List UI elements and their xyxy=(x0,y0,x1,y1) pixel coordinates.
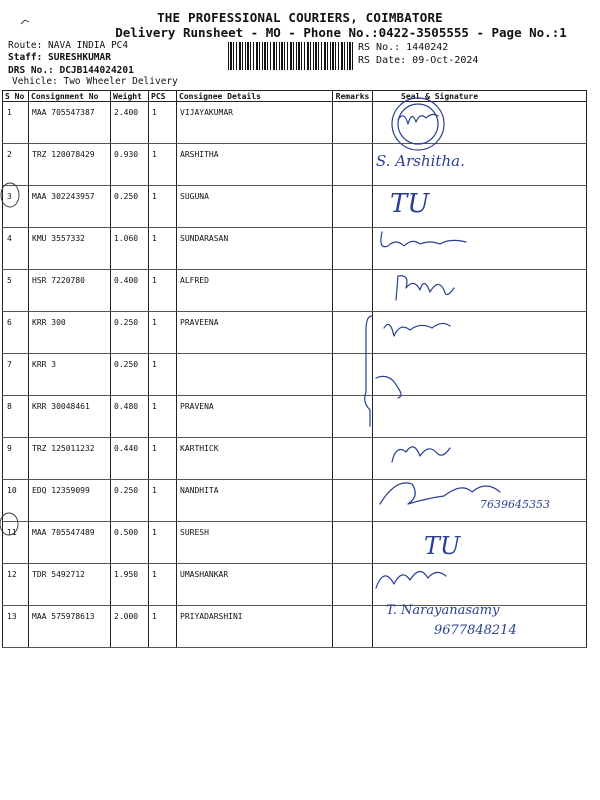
cell-remarks xyxy=(333,396,373,438)
cell-remarks xyxy=(333,270,373,312)
table-row xyxy=(3,228,587,270)
cell-weight: 0.250 xyxy=(111,312,149,354)
cell-consignee: NANDHITA xyxy=(177,480,333,522)
cell-signature xyxy=(373,480,587,522)
cell-consignment: KRR 300 xyxy=(29,312,111,354)
cell-pcs: 1 xyxy=(149,438,177,480)
cell-consignment: HSR 7220780 xyxy=(29,270,111,312)
cell-remarks xyxy=(333,186,373,228)
cell-weight: 0.250 xyxy=(111,354,149,396)
cell-weight: 0.500 xyxy=(111,522,149,564)
cell-remarks xyxy=(333,564,373,606)
cell-consignment: KRR 30048461 xyxy=(29,396,111,438)
phone-row10: 7639645353 xyxy=(480,498,550,511)
col-pcs: PCS xyxy=(149,91,177,102)
table-row xyxy=(3,270,587,312)
cell-weight: 0.250 xyxy=(111,186,149,228)
cell-pcs: 1 xyxy=(149,186,177,228)
cell-consignment: MAA 705547489 xyxy=(29,522,111,564)
cell-weight: 0.400 xyxy=(111,270,149,312)
cell-consignment: MAA 302243957 xyxy=(29,186,111,228)
cell-weight: 0.440 xyxy=(111,438,149,480)
cell-remarks xyxy=(333,312,373,354)
vehicle-label: Vehicle: Two Wheeler Delivery xyxy=(12,76,178,87)
cell-remarks xyxy=(333,606,373,648)
cell-consignee: PRIYADARSHINI xyxy=(177,606,333,648)
cell-pcs: 1 xyxy=(149,564,177,606)
cell-pcs: 1 xyxy=(149,480,177,522)
cell-pcs: 1 xyxy=(149,144,177,186)
cell-weight: 2.000 xyxy=(111,606,149,648)
table-row xyxy=(3,102,587,144)
cell-remarks xyxy=(333,354,373,396)
table-row xyxy=(3,354,587,396)
table-row xyxy=(3,396,587,438)
cell-consignee: VIJAYAKUMAR xyxy=(177,102,333,144)
cell-remarks xyxy=(333,522,373,564)
table-row xyxy=(3,438,587,480)
cell-pcs: 1 xyxy=(149,354,177,396)
cell-consignment: TRZ 120078429 xyxy=(29,144,111,186)
cell-consignee: KARTHICK xyxy=(177,438,333,480)
name-row13: T. Narayanasamy xyxy=(386,603,500,618)
phone-row13: 9677848214 xyxy=(434,623,517,638)
cell-consignee: PRAVEENA xyxy=(177,312,333,354)
col-consignee: Consignee Details xyxy=(177,91,333,102)
cell-signature xyxy=(373,564,587,606)
staff-label: Staff: SURESHKUMAR xyxy=(8,52,111,63)
signature-row2: S. Arshitha. xyxy=(376,152,465,170)
cell-remarks xyxy=(333,228,373,270)
table-row xyxy=(3,564,587,606)
cell-pcs: 1 xyxy=(149,396,177,438)
barcode xyxy=(228,42,354,70)
cell-sno: 7 xyxy=(3,354,29,396)
cell-signature xyxy=(373,606,587,648)
col-consignment: Consignment No xyxy=(29,91,111,102)
route-label: Route: NAVA INDIA PC4 xyxy=(8,40,129,51)
signature-row11: TU xyxy=(424,532,461,560)
table-row xyxy=(3,480,587,522)
runsheet-title xyxy=(0,25,600,40)
cell-weight: 0.480 xyxy=(111,396,149,438)
cell-signature xyxy=(373,396,587,438)
col-weight: Weight xyxy=(111,91,149,102)
table-row xyxy=(3,312,587,354)
cell-remarks xyxy=(333,144,373,186)
cell-consignee: PRAVENA xyxy=(177,396,333,438)
runsheet-table xyxy=(2,90,587,648)
cell-weight: 2.400 xyxy=(111,102,149,144)
cell-pcs: 1 xyxy=(149,102,177,144)
cell-consignment: TRZ 125011232 xyxy=(29,438,111,480)
table-header-row xyxy=(3,91,587,102)
cell-signature xyxy=(373,228,587,270)
runsheet-title-text: Delivery Runsheet - MO - Phone No.:0422-3505555 - Page No.:1 xyxy=(115,25,567,40)
cell-consignment: MAA 705547387 xyxy=(29,102,111,144)
cell-pcs: 1 xyxy=(149,606,177,648)
pen-mark-icon xyxy=(20,18,30,26)
cell-consignment: EDQ 12359099 xyxy=(29,480,111,522)
cell-consignee: ARSHITHA xyxy=(177,144,333,186)
cell-sno: 6 xyxy=(3,312,29,354)
cell-signature xyxy=(373,312,587,354)
cell-consignee xyxy=(177,354,333,396)
cell-signature xyxy=(373,522,587,564)
cell-consignee: SUNDARASAN xyxy=(177,228,333,270)
drs-number: DRS No.: DCJB144024201 xyxy=(8,65,134,76)
cell-sno: 3 xyxy=(3,186,29,228)
col-signature: Seal & Signature xyxy=(373,91,587,102)
cell-sno: 12 xyxy=(3,564,29,606)
cell-sno: 10 xyxy=(3,480,29,522)
cell-pcs: 1 xyxy=(149,312,177,354)
cell-signature xyxy=(373,354,587,396)
cell-consignee: SURESH xyxy=(177,522,333,564)
cell-sno: 2 xyxy=(3,144,29,186)
cell-sno: 1 xyxy=(3,102,29,144)
cell-sno: 8 xyxy=(3,396,29,438)
cell-consignment: KMU 3557332 xyxy=(29,228,111,270)
cell-signature xyxy=(373,270,587,312)
cell-weight: 1.060 xyxy=(111,228,149,270)
table-row xyxy=(3,144,587,186)
table-row xyxy=(3,606,587,648)
table-row xyxy=(3,186,587,228)
signature-row3: TU xyxy=(390,189,430,219)
rs-date: RS Date: 09-Oct-2024 xyxy=(358,55,479,66)
cell-sno: 4 xyxy=(3,228,29,270)
cell-sno: 13 xyxy=(3,606,29,648)
col-remarks: Remarks xyxy=(333,91,373,102)
cell-remarks xyxy=(333,438,373,480)
cell-remarks xyxy=(333,102,373,144)
cell-consignee: SUGUNA xyxy=(177,186,333,228)
cell-weight: 0.930 xyxy=(111,144,149,186)
col-sno: S No xyxy=(3,91,29,102)
cell-weight: 1.950 xyxy=(111,564,149,606)
cell-remarks xyxy=(333,480,373,522)
cell-sno: 11 xyxy=(3,522,29,564)
cell-weight: 0.250 xyxy=(111,480,149,522)
cell-pcs: 1 xyxy=(149,270,177,312)
table-row xyxy=(3,522,587,564)
cell-signature xyxy=(373,102,587,144)
cell-pcs: 1 xyxy=(149,522,177,564)
company-title: THE PROFESSIONAL COURIERS, COIMBATORE xyxy=(157,10,443,25)
cell-consignment: MAA 575978613 xyxy=(29,606,111,648)
cell-consignee: UMASHANKAR xyxy=(177,564,333,606)
cell-signature xyxy=(373,438,587,480)
cell-consignment: TDR 5492712 xyxy=(29,564,111,606)
cell-sno: 9 xyxy=(3,438,29,480)
cell-signature xyxy=(373,186,587,228)
cell-consignment: KRR 3 xyxy=(29,354,111,396)
cell-signature xyxy=(373,144,587,186)
rs-number: RS No.: 1440242 xyxy=(358,42,449,53)
cell-consignee: ALFRED xyxy=(177,270,333,312)
cell-sno: 5 xyxy=(3,270,29,312)
cell-pcs: 1 xyxy=(149,228,177,270)
